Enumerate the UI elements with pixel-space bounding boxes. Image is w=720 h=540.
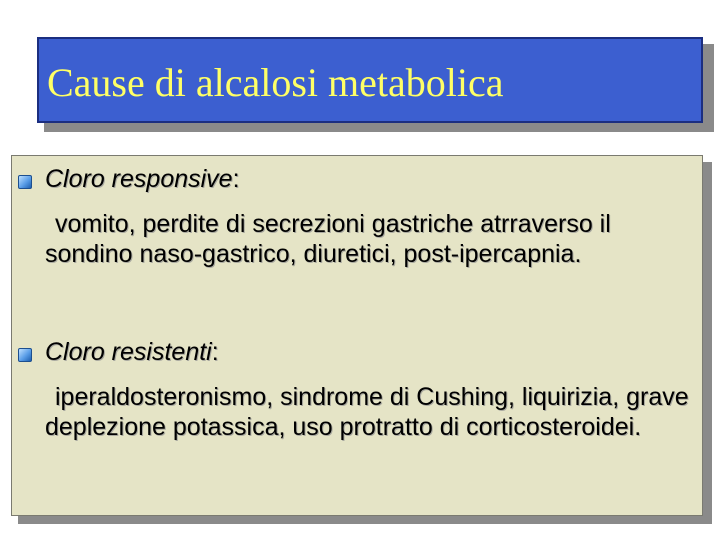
bullet-heading-resistenti — [12, 337, 720, 367]
bullet-heading-responsive — [12, 164, 720, 194]
content-box — [11, 155, 703, 516]
text-responsive: vomito, perdite di secrezioni gastriche atrraverso il sondino naso-gastrico, diuretici, post-ipercapnia. — [45, 210, 611, 268]
bullet-text-resistenti — [12, 382, 695, 442]
term-responsive: Cloro responsive — [45, 165, 233, 193]
title-box — [37, 37, 703, 123]
text-resistenti: iperaldosteronismo, sindrome di Cushing, liquirizia, grave deplezione potassica, uso protratto di corticosteroidei. — [45, 383, 689, 441]
colon: : — [232, 165, 240, 193]
slide-title: Cause di alcalosi metabolica — [47, 60, 504, 105]
bullet-text-responsive — [12, 209, 695, 269]
term-resistenti: Cloro resistenti — [45, 338, 212, 366]
colon: : — [211, 338, 219, 366]
